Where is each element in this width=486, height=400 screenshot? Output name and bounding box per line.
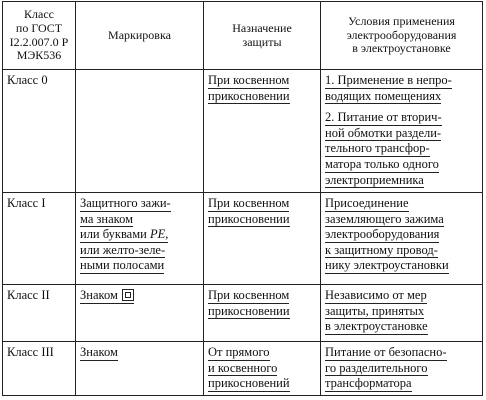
double-square-icon — [122, 289, 134, 301]
table-row — [3, 285, 483, 342]
marking-cell — [76, 70, 204, 193]
class-cell: Класс II — [3, 285, 76, 342]
marking-cell: Знаком — [76, 342, 204, 396]
conditions-cell: Независимо от мер защиты, принятых в электроустановке — [321, 285, 483, 342]
marking-cell: Знаком — [76, 285, 204, 342]
conditions-cell: Питание от безопасно- го разделительного трансформатора — [321, 342, 483, 396]
purpose-cell: При косвенном прикосновении — [204, 285, 321, 342]
table-row — [3, 342, 483, 396]
protection-class-table — [2, 1, 483, 396]
purpose-cell: При косвенном прикосновении — [204, 193, 321, 285]
marking-cell: Защитного зажи- ма знаком или буквами PE, или желто-зеле- ными полосами — [76, 193, 204, 285]
header-marking: Маркировка — [76, 2, 204, 70]
header-class: Класс по ГОСТ I2.2.007.0 Р МЭК536 — [3, 2, 76, 70]
conditions-cell: Присоединение заземляющего зажима электрооборудования к защитному провод- нику электроустановки — [321, 193, 483, 285]
conditions-cell: 1. Применение в непро- водящих помещениях 2. Питание от вторич- ной обмотки раздели- тельного трансфор- матора только одного электроприемника — [321, 70, 483, 193]
table-header-row — [3, 2, 483, 70]
purpose-cell: При косвенном прикосновении — [204, 70, 321, 193]
header-purpose: Назначение защиты — [204, 2, 321, 70]
header-conditions: Условия применения электрооборудования в электроустановке — [321, 2, 483, 70]
class-cell: Класс III — [3, 342, 76, 396]
table-row — [3, 193, 483, 285]
purpose-cell: От прямого и косвенного прикосновений — [204, 342, 321, 396]
table-row — [3, 70, 483, 193]
class-cell: Класс I — [3, 193, 76, 285]
class-cell: Класс 0 — [3, 70, 76, 193]
